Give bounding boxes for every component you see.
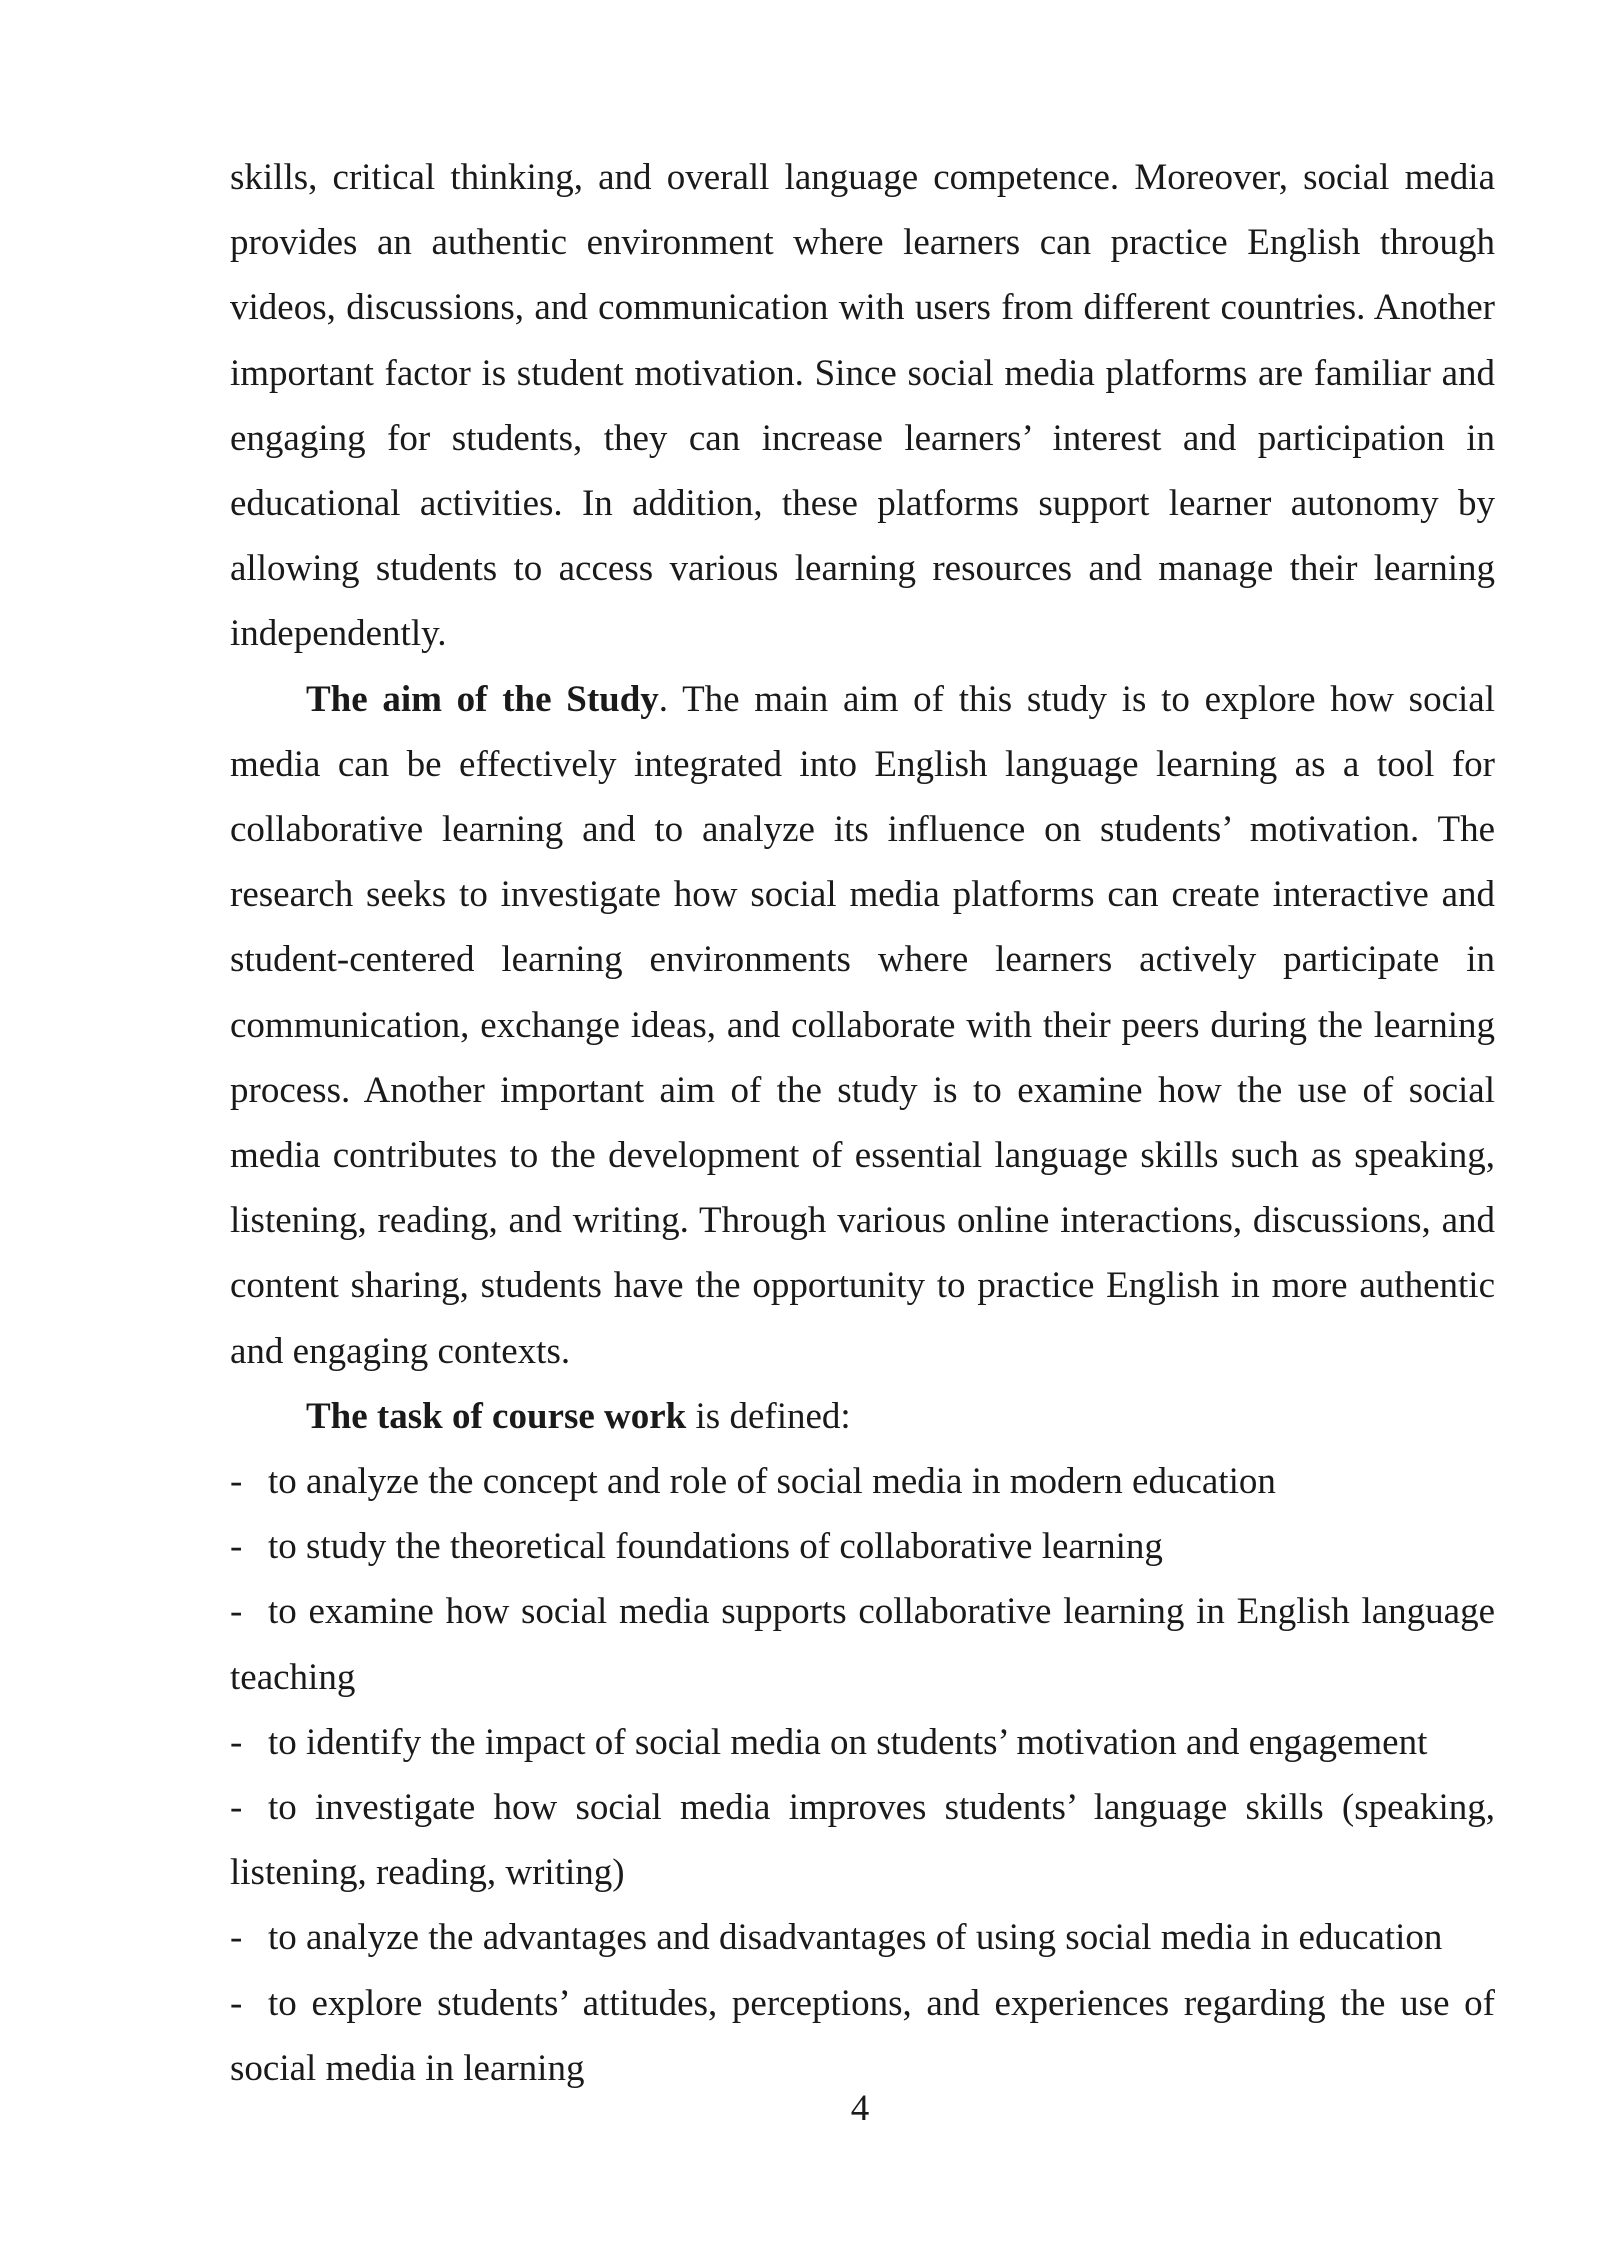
task-item-text: to examine how social media supports collaborative learning in English language teaching xyxy=(230,1591,1495,1698)
list-dash-marker: - xyxy=(230,1917,243,1959)
task-paragraph xyxy=(230,1384,1495,1449)
task-list-item xyxy=(230,1775,1495,1905)
task-item-text: to explore students’ attitudes, perceptions, and experiences regarding the use of social media in learning xyxy=(230,1982,1495,2089)
task-item-text: to investigate how social media improves students’ language skills (speaking, listening, reading, writing) xyxy=(230,1787,1495,1894)
list-dash-marker: - xyxy=(230,1721,243,1763)
task-list-item xyxy=(230,1905,1495,1970)
task-list-item xyxy=(230,1971,1495,2101)
task-list-item xyxy=(230,1514,1495,1579)
list-dash-marker: - xyxy=(230,1591,243,1633)
list-dash-marker: - xyxy=(230,1787,243,1829)
list-dash-marker: - xyxy=(230,1526,243,1568)
aim-heading: The aim of the Study xyxy=(306,678,659,720)
task-item-text: to analyze the concept and role of social media in modern education xyxy=(268,1461,1276,1503)
task-list-item xyxy=(230,1579,1495,1709)
list-dash-marker: - xyxy=(230,1461,243,1503)
aim-text: . The main aim of this study is to explore how social media can be effectively integrated into English language learning as a tool for collaborative learning and to analyze its influence on students’ motivation. The research seeks to investigate how social media platforms can create interactive and student-centered learning environments where learners actively participate in communication, exchange ideas, and collaborate with their peers during the learning process. Another important aim of the study is to examine how the use of social media contributes to the development of essential language skills such as speaking, listening, reading, and writing. Through various online interactions, discussions, and content sharing, students have the opportunity to practice English in more authentic and engaging contexts. xyxy=(230,678,1495,1372)
task-item-text: to analyze the advantages and disadvantages of using social media in education xyxy=(268,1917,1443,1959)
task-item-text: to study the theoretical foundations of collaborative learning xyxy=(268,1526,1163,1568)
task-intro-text: is defined: xyxy=(686,1395,851,1437)
task-heading: The task of course work xyxy=(306,1395,687,1437)
aim-paragraph xyxy=(230,667,1495,1384)
page-body xyxy=(230,145,1495,2101)
task-item-text: to identify the impact of social media on students’ motivation and engagement xyxy=(268,1721,1428,1763)
page-number: 4 xyxy=(850,2088,870,2129)
task-list-item xyxy=(230,1710,1495,1775)
task-list-item xyxy=(230,1449,1495,1514)
list-dash-marker: - xyxy=(230,1982,243,2024)
continuation-paragraph: skills, critical thinking, and overall language competence. Moreover, social media provides an authentic environment where learners can practice English through videos, discussions, and communication with users from different countries. Another important factor is student motivation. Since social media platforms are familiar and engaging for students, they can increase learners’ interest and participation in educational activities. In addition, these platforms support learner autonomy by allowing students to access various learning resources and manage their learning independently. xyxy=(230,157,1495,655)
